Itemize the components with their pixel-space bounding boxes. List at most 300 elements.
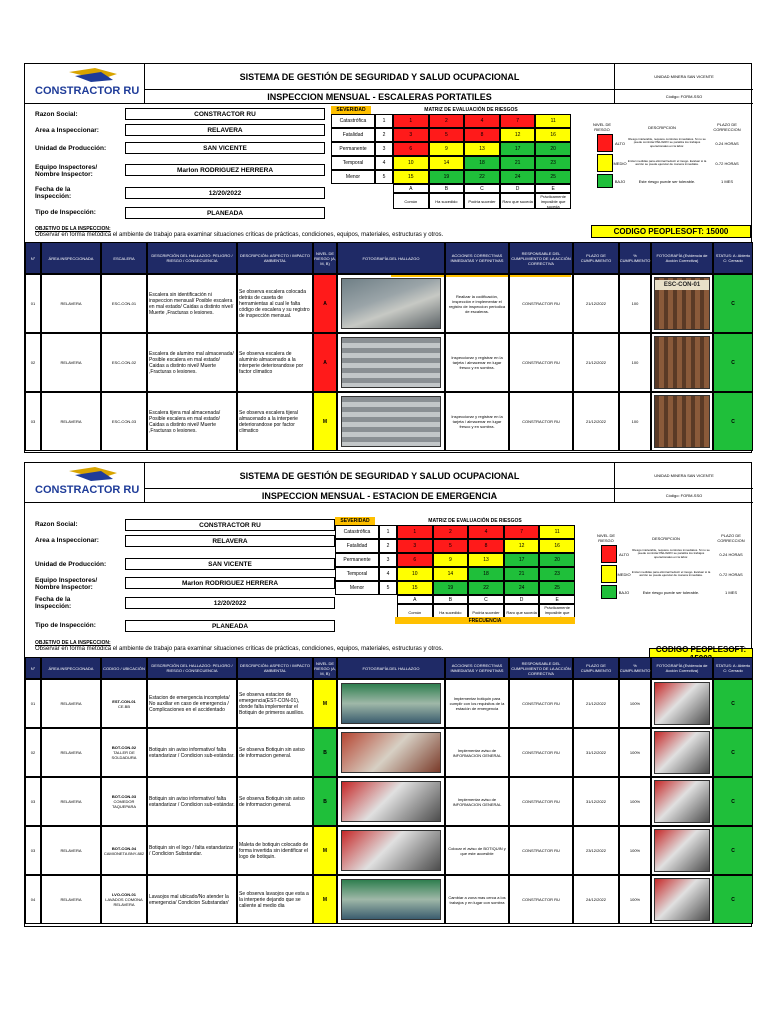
table-header-cell: NIVEL DE RIESGO (A, M, B) [313,242,337,274]
row-deadline: 31/12/2022 [573,728,619,777]
frequency-letter: D [500,184,536,193]
table-header-cell: % CUMPLIMIENTO [619,242,651,274]
row-status: C [713,728,753,777]
matrix-cell: 10 [393,156,429,170]
findings-table-header [25,242,753,274]
matrix-cell: 18 [468,567,504,581]
legend-bajo-plazo: 1 MES [720,178,733,184]
findings-table-header [25,657,753,679]
row-corrective-action: Inspeccionar y registrar en la tarjeta / almacenar en lugar fresco y en sombra. [445,392,509,451]
row-risk-level: B [313,728,337,777]
legend-medio-desc: Iniciar medidas para eliminar/reducir el riesgo. Evaluar si la acción se puede ejecutar de manera inmediata. [627,158,707,166]
severity-number: 3 [379,553,397,567]
row-corrective-action: Colocar el aviso de BOTIQUIN y que este accesible [445,826,509,875]
table-header-cell: FOTOGRAFÍA DEL HALLAZGO [337,657,445,679]
matrix-cell: 15 [397,581,433,595]
frequency-label: Podría suceder [468,604,504,620]
frequency-label: Podría suceder [464,193,500,209]
matrix-cell: 16 [535,128,571,142]
table-header-cell: DESCRIPCIÓN: ASPECTO / IMPACTO AMBIENTAL [237,242,313,274]
severity-number: 5 [375,170,393,184]
objetivo-title: OBJETIVO DE LA INSPECCION: [35,640,111,646]
matrix-cell: 20 [539,553,575,567]
row-status: C [713,392,753,451]
peoplesoft-code: CODIGO PEOPLESOFT: 15000 [591,225,751,238]
legend-alto-plazo: 0-24 HORAS [719,551,743,557]
row-aspecto: Se observa lavaojos que esta a la interperie dejando que se caliente al medio dia [237,875,313,924]
row-number: 04 [25,875,41,924]
row-compliance: 100% [619,679,651,728]
row-responsible: CONSTRACTOR RU [509,777,573,826]
matrix-cell: 14 [429,156,465,170]
fecha-label: Fecha de la Inspección: [35,596,72,610]
fecha-field: 12/20/2022 [125,597,335,609]
severity-number: 5 [379,581,397,595]
row-area: RELAVERA [41,679,101,728]
table-header-cell: N° [25,242,41,274]
severity-name: Permanente [335,553,379,567]
row-status: C [713,826,753,875]
matrix-cell: 1 [393,114,429,128]
matrix-grid [335,525,575,625]
severity-name: Menor [335,581,379,595]
system-title: SISTEMA DE GESTIÓN DE SEGURIDAD Y SALUD OCUPACIONAL [145,64,615,90]
row-number: 02 [25,728,41,777]
row-status: C [713,679,753,728]
row-responsible: CONSTRACTOR RU [509,333,573,392]
frequency-letter: D [504,595,540,604]
svg-text:CONSTRACTOR RU: CONSTRACTOR RU [35,484,140,496]
matrix-cell: 17 [504,553,540,567]
matrix-cell: 9 [433,553,469,567]
legend-bajo-label: BAJO [618,589,630,595]
matrix-cell: 24 [500,170,536,184]
row-aspecto: Se observa Botiquin sin aviso de informacion general. [237,777,313,826]
row-code: ESC-CON-02 [101,333,147,392]
table-header-cell: STATUS: A: Abierto C: Cerrado [713,657,753,679]
legend-alto-swatch [601,545,617,563]
objetivo-title: OBJETIVO DE LA INSPECCION: [35,226,111,232]
row-location: CAMIONETA BNY-882 [103,850,145,856]
row-code-cell [101,875,147,924]
row-hallazgo: Botiquin sin el logo / falta estandarizar / Condicion Substandar. [147,826,237,875]
logo-box [25,463,145,503]
frequency-label: Común [397,604,433,620]
row-code-cell [101,826,147,875]
row-number: 03 [25,777,41,826]
table-header-cell: DESCRIPCIÓN: ASPECTO / IMPACTO AMBIENTAL [237,657,313,679]
form-code: Código: FORM-SSO [615,90,753,104]
row-evidence-photo-cell [651,392,713,451]
row-responsible: CONSTRACTOR RU [509,875,573,924]
legend-header-nivel: NIVEL DE RIESGO [592,122,612,132]
severity-number: 4 [375,156,393,170]
row-compliance: 100 [619,274,651,333]
row-risk-level: M [313,875,337,924]
logo-box [25,64,145,104]
row-status: C [713,777,753,826]
area-label: Area a Inspeccionar: [35,537,99,544]
matrix-cell: 4 [464,114,500,128]
finding-photo [341,879,441,920]
tipo-field: PLANEADA [125,207,325,219]
row-compliance: 100 [619,333,651,392]
matrix-cell: 25 [539,581,575,595]
matrix-cell: 23 [535,156,571,170]
severity-name: Fatalidad [331,128,375,142]
row-corrective-action: Realizar la codificación, inspección e implementar el registro de inspeccion periodica de escaleras. [445,274,509,333]
row-area: RELAVERA [41,875,101,924]
table-header-cell: NIVEL DE RIESGO (A, M, B) [313,657,337,679]
legend-header-nivel: NIVEL DE RIESGO [596,533,616,543]
legend-alto-plazo: 0-24 HORAS [715,140,739,146]
row-area: RELAVERA [41,728,101,777]
form-code: Código: FORM-SSO [615,489,753,503]
matrix-cell: 14 [433,567,469,581]
row-hallazgo: Botiquin sin aviso informativo/ falta estandarizar / Condicion sub-estándar. [147,728,237,777]
row-deadline: 23/12/2022 [573,826,619,875]
risk-level-legend [591,533,751,613]
row-number: 02 [25,333,41,392]
row-corrective-action: Implementar aviso de INFORMACION GENERAL [445,728,509,777]
row-code: BOT-CON-04 [111,845,137,851]
matrix-cell: 3 [397,539,433,553]
table-header-cell: ACCIONES CORRECTIVAS INMEDIATAS Y DEFINITIVAS [445,242,509,274]
frequency-label: Común [393,193,429,209]
matrix-cell: 18 [464,156,500,170]
equipo-label: Equipo Inspectores/ Nombre Inspector: [35,577,98,591]
row-status: C [713,274,753,333]
severity-number: 1 [379,525,397,539]
row-risk-level: M [313,392,337,451]
evidence-photo [654,682,710,725]
row-deadline: 21/12/2022 [573,333,619,392]
severity-name: Catastrófica [331,114,375,128]
row-area: RELAVERA [41,333,101,392]
matrix-cell: 17 [500,142,536,156]
frequency-letter: A [393,184,429,193]
legend-bajo-desc: Este riesgo puede ser tolerable. [642,589,700,595]
matrix-cell: 11 [535,114,571,128]
row-corrective-action: Implementar aviso de INFORMACION GENERAL [445,777,509,826]
row-finding-photo-cell [337,333,445,392]
row-area: RELAVERA [41,392,101,451]
row-finding-photo-cell [337,392,445,451]
row-compliance: 100 [619,392,651,451]
finding-photo [341,337,441,388]
risk-matrix [331,106,571,226]
matrix-cell: 6 [397,553,433,567]
matrix-cell: 2 [429,114,465,128]
row-hallazgo: Escalera de alumino mal almacenada/ Posible escalera en mal estado/ Caidas a distinto nivel/ Muerte ,Fracturas o lesiones. [147,333,237,392]
evidence-photo [654,829,710,872]
inspection-title: INSPECCION MENSUAL - ESCALERAS PORTATILES [145,90,615,104]
row-deadline: 21/12/2022 [573,392,619,451]
matrix-cell: 2 [433,525,469,539]
matrix-cell: 5 [433,539,469,553]
row-code: ESC-CON-01 [101,274,147,333]
row-deadline: 21/12/2022 [573,679,619,728]
row-finding-photo-cell [337,679,445,728]
row-hallazgo: Lavaojos mal ubicado/No atender la emergencia/ Condicion Substandar/ [147,875,237,924]
matrix-cell: 22 [464,170,500,184]
row-location: LAVADOS COMONA RELAVERA [105,897,143,907]
risk-level-legend [587,122,747,202]
legend-header-plazo: PLAZO DE CORRECCION [713,122,741,132]
row-location: COMEDOR TAQUEPARA [111,799,137,809]
row-aspecto: Se observa Botiquin sin aviso de informacion general. [237,728,313,777]
inspection-title: INSPECCION MENSUAL - ESTACION DE EMERGENCIA [145,489,615,503]
row-hallazgo: Estacion de emergencia incompleta/ No auxiliar en caso de emergencia / Complicaciones en el accidentado [147,679,237,728]
row-compliance: 100% [619,728,651,777]
table-header-cell: ÁREA INSPECCIONADA [41,242,101,274]
row-evidence-photo-cell [651,728,713,777]
frequency-letter: A [397,595,433,604]
matrix-cell: 21 [504,567,540,581]
evidence-photo-caption: ESC-CON-01 [655,280,709,290]
row-deadline: 21/12/2022 [573,274,619,333]
row-hallazgo: Escalera sin identificación ni inspeccion mensual/ Posible escalera en mal estado/ Caidas a distinto nivel/ Muerte ,Fracturas o lesiones. [147,274,237,333]
matrix-cell: 5 [429,128,465,142]
legend-medio-plazo: 0-72 HORAS [719,571,743,577]
frequency-letter: E [539,595,575,604]
row-status: C [713,333,753,392]
row-compliance: 100% [619,875,651,924]
row-compliance: 100% [619,826,651,875]
frequency-letter: B [429,184,465,193]
area-label: Area a Inspeccionar: [35,127,99,134]
row-hallazgo: Botiquin sin aviso informativo/ falta estandarizar / Condicion sub-estándar. [147,777,237,826]
matrix-cell: 6 [393,142,429,156]
finding-photo [341,396,441,447]
matrix-cell: 8 [464,128,500,142]
table-header-cell: ÁREA INSPECCIONADA [41,657,101,679]
inspector-field: Marlon RODRIGUEZ HERRERA [125,577,335,589]
table-header-cell: CODIGO / UBICACIÓN [101,657,147,679]
svg-text:CONSTRACTOR RU: CONSTRACTOR RU [35,85,140,97]
peoplesoft-code: CODIGO PEOPLESOFT: [649,648,753,660]
row-finding-photo-cell [337,777,445,826]
legend-bajo-swatch [601,585,617,599]
mine-unit: UNIDAD MINERA SAN VICENTE [615,64,753,90]
matrix-cell: 4 [468,525,504,539]
matrix-cell: 15 [393,170,429,184]
legend-alto-label: ALTO [618,551,630,557]
severity-number: 4 [379,567,397,581]
mine-unit: UNIDAD MINERA SAN VICENTE [615,463,753,489]
table-header-cell: ESCALERA [101,242,147,274]
finding-photo [341,781,441,822]
row-number: 03 [25,826,41,875]
row-responsible: CONSTRACTOR RU [509,392,573,451]
table-header-cell: DESCRIPCIÓN DEL HALLAZGO: PELIGRO / RIESGO / CONSECUENCIA [147,242,237,274]
findings-table-body [25,679,753,927]
legend-bajo-label: BAJO [614,178,626,184]
row-code: EST-CON-01 [112,698,136,704]
row-area: RELAVERA [41,826,101,875]
row-location: TALLER DE SOLDADURA [111,750,137,760]
evidence-photo [654,395,710,448]
table-header-cell: RESPONSABLE DEL CUMPLIMIENTO DE LA ACCIÓN CORRECTIVA [509,657,573,679]
row-hallazgo: Escalera tijera mal almacenada/ Posible escalera en mal estado/ Caidas a distinto nivel/ Muerte ,Fracturas o lesiones. [147,392,237,451]
frecuencia-label: FRECUENCIA [395,617,575,624]
row-evidence-photo-cell [651,777,713,826]
tipo-field: PLANEADA [125,620,335,632]
row-responsible: CONSTRACTOR RU [509,679,573,728]
unidad-field: SAN VICENTE [125,142,325,154]
row-evidence-photo-cell [651,679,713,728]
legend-medio-plazo: 0-72 HORAS [715,160,739,166]
legend-medio-swatch [597,154,613,172]
matrix-cell: 20 [535,142,571,156]
row-evidence-photo-cell [651,875,713,924]
row-compliance: 100% [619,777,651,826]
company-logo [25,64,143,102]
severity-number: 3 [375,142,393,156]
matrix-cell: 24 [504,581,540,595]
finding-photo [341,732,441,773]
row-corrective-action: Implementar botiquin para cumplir con los requisitos de la estación de emergencia [445,679,509,728]
inspector-field: Marlon RODRIGUEZ HERRERA [125,164,325,176]
severity-number: 1 [375,114,393,128]
finding-photo [341,278,441,329]
tipo-label: Tipo de Inspección: [35,622,96,629]
table-header-cell: PLAZO DE CUMPLIMIENTO [573,657,619,679]
table-header-cell: DESCRIPCIÓN DEL HALLAZGO: PELIGRO / RIESGO / CONSECUENCIA [147,657,237,679]
legend-alto-label: ALTO [614,140,626,146]
legend-medio-label: MEDIO [617,571,631,577]
table-header-cell: FOTOGRAFÍA (Evidencia de Acción Correctiva) [651,242,713,274]
row-responsible: CONSTRACTOR RU [509,826,573,875]
row-deadline: 24/12/2022 [573,875,619,924]
matrix-cell: 7 [500,114,536,128]
row-responsible: CONSTRACTOR RU [509,274,573,333]
unidad-label: Unidad de Producción: [35,561,107,568]
frequency-letter: C [468,595,504,604]
row-number: 03 [25,392,41,451]
row-status: C [713,875,753,924]
table-header-cell: RESPONSABLE DEL CUMPLIMIENTO DE LA ACCIÓN CORRECTIVA [509,242,573,274]
unidad-field: SAN VICENTE [125,558,335,570]
table-header-cell: N° [25,657,41,679]
razon-label: Razon Social: [35,111,78,118]
table-header-cell: FOTOGRAFÍA DEL HALLAZGO [337,242,445,274]
area-field: RELAVERA [125,535,335,547]
legend-bajo-swatch [597,174,613,188]
row-aspecto: Se observa escalera colocada detrás de caseta de herramientas al cual le falta código de escalera y su registro de inspección mensual. [237,274,313,333]
matrix-cell: 1 [397,525,433,539]
row-number: 01 [25,679,41,728]
row-code-cell [101,777,147,826]
tipo-label: Tipo de Inspección: [35,209,96,216]
finding-photo [341,830,441,871]
evidence-photo [654,780,710,823]
matrix-cell: 23 [539,567,575,581]
matrix-cell: 7 [504,525,540,539]
matrix-cell: 11 [539,525,575,539]
system-title: SISTEMA DE GESTIÓN DE SEGURIDAD Y SALUD OCUPACIONAL [145,463,615,489]
frequency-letter: C [464,184,500,193]
severity-number: 2 [375,128,393,142]
legend-medio-swatch [601,565,617,583]
severity-name: Fatalidad [335,539,379,553]
legend-header-desc: DESCRIPCION [652,535,680,541]
matrix-cell: 12 [504,539,540,553]
legend-medio-desc: Iniciar medidas para eliminar/reducir el riesgo. Evaluar si la acción se puede ejecutar de manera inmediata. [631,569,711,577]
matrix-cell: 19 [433,581,469,595]
table-header-cell: STATUS: A: Abierto C: Cerrado [713,242,753,274]
evidence-photo [654,878,710,921]
row-finding-photo-cell [337,728,445,777]
legend-medio-label: MEDIO [613,160,627,166]
risk-matrix [335,517,575,637]
severity-name: Permanente [331,142,375,156]
legend-alto-desc: Riesgo intolerable, requiere controles inmediatos. Si no se puede controlar PELIGRO se paraliza los trabajos operacionales en la labor. [628,136,706,148]
fecha-label: Fecha de la Inspección: [35,186,72,200]
equipo-label: Equipo Inspectores/ Nombre Inspector: [35,164,98,178]
matrix-title: MATRIZ DE EVALUACIÓN DE RIESGOS [428,518,522,524]
severity-name: Menor [331,170,375,184]
matrix-cell: 12 [500,128,536,142]
table-header-cell: % CUMPLIMIENTO [619,657,651,679]
row-risk-level: M [313,679,337,728]
matrix-cell: 9 [429,142,465,156]
legend-header-desc: DESCRIPCION [648,124,676,130]
severidad-header: SEVERIDAD [331,106,371,114]
matrix-cell: 19 [429,170,465,184]
row-area: RELAVERA [41,274,101,333]
fecha-field: 12/20/2022 [125,187,325,199]
row-evidence-photo-cell [651,333,713,392]
row-area: RELAVERA [41,777,101,826]
matrix-cell: 10 [397,567,433,581]
legend-bajo-plazo: 1 MES [724,589,737,595]
row-evidence-photo-cell [651,274,713,333]
row-risk-level: A [313,333,337,392]
severity-number: 2 [379,539,397,553]
matrix-cell: 25 [535,170,571,184]
row-code-cell [101,679,147,728]
matrix-cell: 13 [464,142,500,156]
frequency-label: Prácticamente imposible que [539,604,575,620]
row-code: BOT-CON-03 [111,794,137,799]
table-header-cell: ACCIONES CORRECTIVAS INMEDIATAS Y DEFINITIVAS [445,657,509,679]
severity-name: Catastrófica [335,525,379,539]
row-number: 01 [25,274,41,333]
matrix-grid [331,114,571,214]
findings-table-body [25,274,753,454]
row-evidence-photo-cell [651,826,713,875]
matrix-cell: 13 [468,553,504,567]
severidad-header: SEVERIDAD [335,517,375,525]
row-code: LVO-CON-01 [112,892,136,897]
row-finding-photo-cell [337,826,445,875]
finding-photo [341,683,441,724]
unidad-label: Unidad de Producción: [35,145,107,152]
matrix-cell: 21 [500,156,536,170]
row-aspecto: Se observa estacion de emergencia(EST-CON-01), donde falta implementar el Botiquin de primeros auxilios. [237,679,313,728]
objetivo-text: Observar en forma metódica el ambiente de trabajo para examinar situaciones críticas de prácticas, condiciones, equipos, materiales, estructuras y otros. [35,646,444,652]
matrix-cell: 16 [539,539,575,553]
frequency-label: Prácticamente imposible que suceda [535,193,571,209]
row-code: ESC-CON-03 [101,392,147,451]
objetivo-text: Observar en forma metódica el ambiente de trabajo para examinar situaciones críticas de prácticas, condiciones, equipos, materiales, estructuras y otros. [35,232,444,238]
evidence-photo [654,336,710,389]
razon-label: Razon Social: [35,521,78,528]
area-field: RELAVERA [125,124,325,136]
frequency-letter: E [535,184,571,193]
row-corrective-action: Cambiar a zona mas cerca a los trabajos y en lugar con sombra [445,875,509,924]
